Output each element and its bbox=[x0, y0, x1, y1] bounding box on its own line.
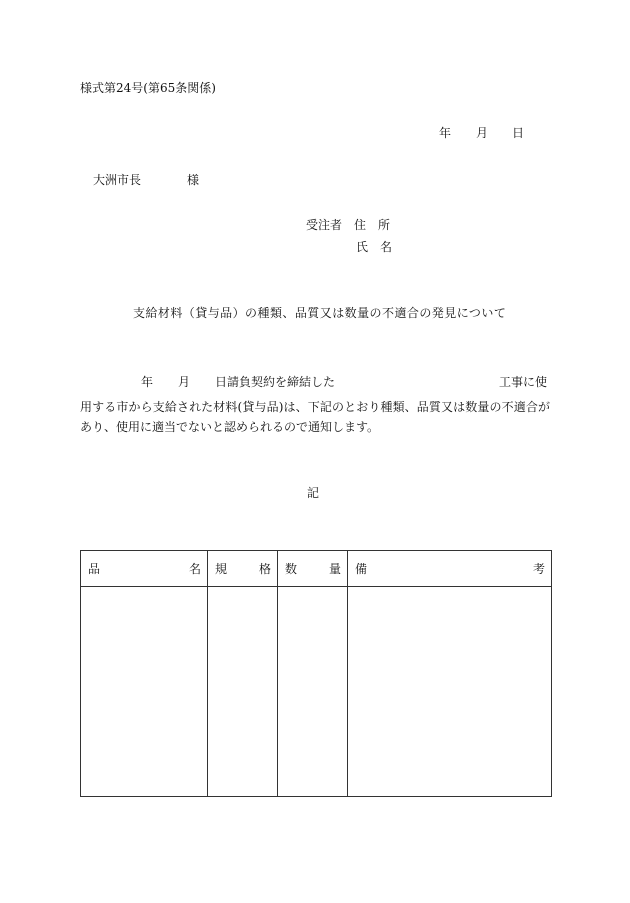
header-item-name-first: 品 bbox=[88, 561, 101, 576]
header-quantity-first: 数 bbox=[285, 561, 298, 576]
header-item-name-last: 名 bbox=[188, 561, 201, 576]
document-title: 支給材料（貸与品）の種類、品質又は数量の不適合の発見について bbox=[133, 306, 507, 320]
cell-specification bbox=[208, 587, 278, 797]
sender-address-label: 住 所 bbox=[354, 218, 391, 232]
record-label: 記 bbox=[307, 486, 320, 500]
header-specification-first: 規 bbox=[215, 561, 228, 576]
body-line-3: あり、使用に適当でないと認められるので通知します。 bbox=[80, 420, 380, 434]
body-work-text: 工事に使 bbox=[499, 375, 548, 389]
body-year-label: 年 bbox=[141, 375, 154, 389]
header-quantity-last: 量 bbox=[328, 561, 341, 576]
sender-name-label: 氏 名 bbox=[356, 240, 393, 254]
sender-role: 受注者 bbox=[306, 218, 343, 232]
materials-table bbox=[80, 550, 552, 797]
date-day-label: 日 bbox=[512, 126, 525, 140]
header-remarks-last: 考 bbox=[532, 561, 545, 576]
header-item-name bbox=[81, 551, 208, 587]
addressee-honorific: 様 bbox=[187, 173, 200, 187]
header-specification bbox=[208, 551, 278, 587]
header-quantity bbox=[278, 551, 348, 587]
body-line-2: 用する市から支給された材料(貸与品)は、下記のとおり種類、品質又は数量の不適合が bbox=[80, 400, 550, 414]
addressee-name: 大洲市長 bbox=[93, 173, 142, 187]
date-year-label: 年 bbox=[439, 126, 452, 140]
cell-item-name bbox=[81, 587, 208, 797]
header-remarks-first: 備 bbox=[355, 561, 368, 576]
body-contract-text: 日請負契約を締結した bbox=[215, 375, 336, 389]
date-month-label: 月 bbox=[476, 126, 489, 140]
table-row bbox=[81, 587, 552, 797]
table-header-row bbox=[81, 551, 552, 587]
cell-remarks bbox=[348, 587, 552, 797]
form-number: 様式第24号(第65条関係) bbox=[80, 81, 216, 95]
body-month-label: 月 bbox=[178, 375, 191, 389]
header-specification-last: 格 bbox=[258, 561, 271, 576]
header-remarks bbox=[348, 551, 552, 587]
cell-quantity bbox=[278, 587, 348, 797]
